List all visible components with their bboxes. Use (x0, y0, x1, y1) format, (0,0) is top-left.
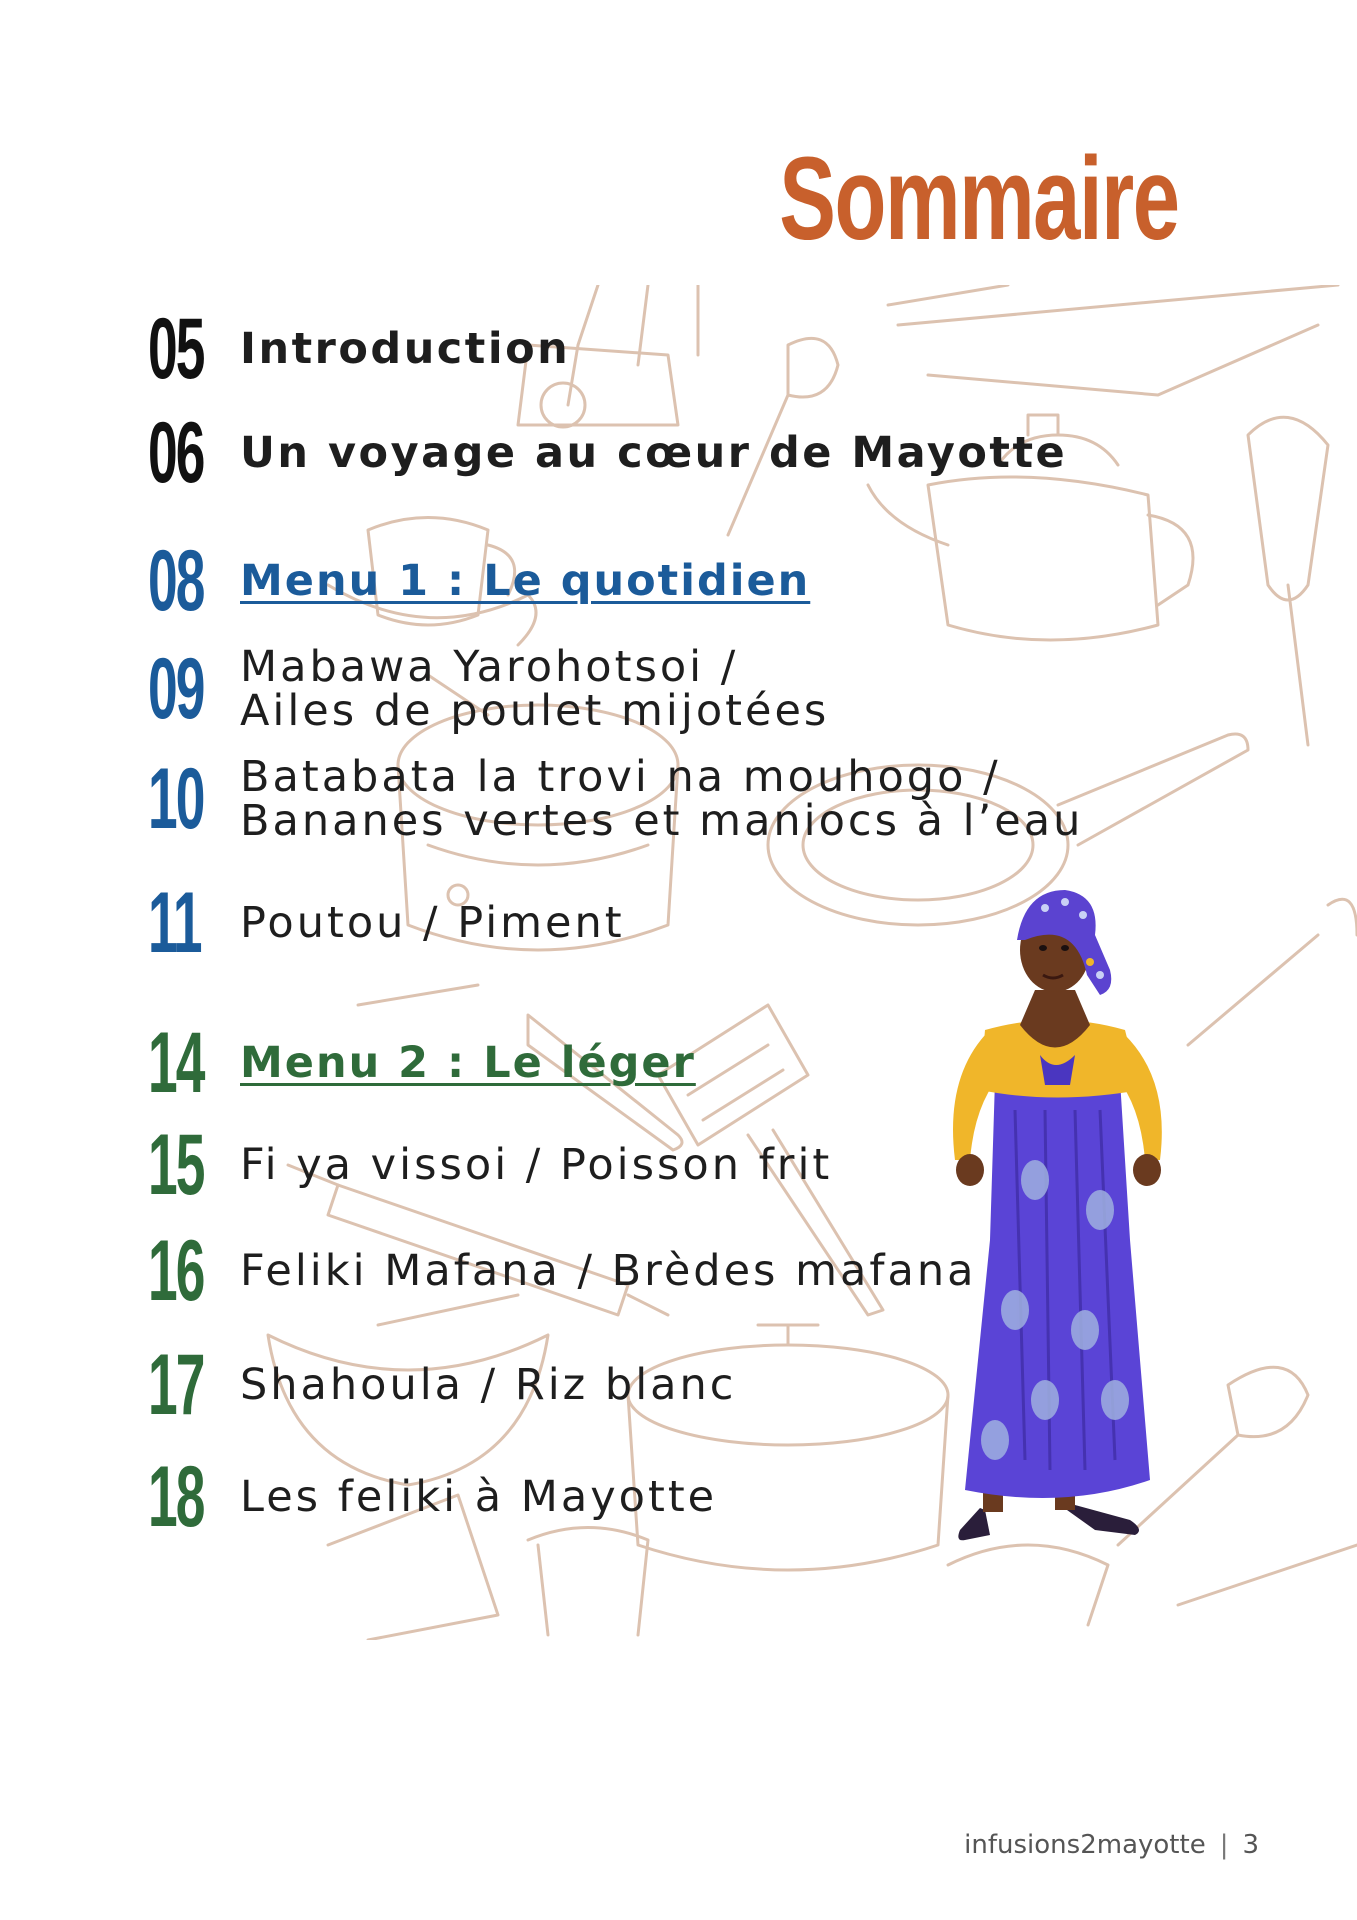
toc-page-number: 05 (148, 301, 204, 397)
footer-brand: infusions2mayotte (964, 1830, 1206, 1860)
toc-entry-label-line-2: Bananes vertes et maniocs à l’eau (240, 796, 1084, 846)
toc-page-number: 16 (148, 1223, 204, 1319)
toc-entry-poutou[interactable] (148, 875, 625, 971)
toc-entry-label: Shahoula / Riz blanc (240, 1360, 737, 1410)
toc-entry-label: Les feliki à Mayotte (240, 1472, 718, 1522)
page-footer (964, 1830, 1259, 1860)
page-number: 3 (1242, 1830, 1259, 1860)
toc-entry-menu-1[interactable] (148, 533, 811, 629)
toc-page-number: 11 (148, 875, 201, 971)
toc-page-number: 09 (148, 641, 204, 737)
page-title: Sommaire (779, 133, 1179, 265)
toc-page-number: 06 (148, 405, 204, 501)
toc-entry-mabawa[interactable] (148, 641, 830, 737)
toc-entry-label (240, 642, 830, 736)
toc-entry-feliki-mafana[interactable] (148, 1223, 977, 1319)
toc-entry-label-line-2: Ailes de poulet mijotées (240, 686, 830, 736)
toc-entry-feliki-mayotte[interactable] (148, 1449, 718, 1545)
menu-2-heading[interactable]: Menu 2 : Le léger (240, 1038, 696, 1088)
toc-entry-menu-2[interactable] (148, 1015, 696, 1111)
toc-entry-label: Poutou / Piment (240, 898, 625, 948)
toc-entry-label (240, 752, 1084, 846)
toc-entry-voyage[interactable] (148, 405, 1068, 501)
toc-entry-shahoula[interactable] (148, 1337, 737, 1433)
toc-page-number: 08 (148, 533, 204, 629)
toc-entry-introduction[interactable] (148, 301, 571, 397)
toc-entry-label: Fi ya vissoi / Poisson frit (240, 1140, 833, 1190)
toc-page-number: 10 (148, 751, 204, 847)
toc-entry-label: Feliki Mafana / Brèdes mafana (240, 1246, 977, 1296)
toc-entry-batabata[interactable] (148, 751, 1084, 847)
toc-entry-label: Introduction (240, 324, 571, 374)
toc-page-number: 14 (148, 1015, 204, 1111)
menu-1-heading[interactable]: Menu 1 : Le quotidien (240, 556, 811, 606)
toc-entry-fi-ya-vissoi[interactable] (148, 1117, 833, 1213)
toc-page-number: 15 (148, 1117, 204, 1213)
toc-entry-label-line-1: Mabawa Yarohotsoi / (240, 642, 739, 692)
toc-page-number: 17 (148, 1337, 204, 1433)
toc-page-number: 18 (148, 1449, 204, 1545)
toc-entry-label-line-1: Batabata la trovi na mouhogo / (240, 752, 1001, 802)
toc-entry-label: Un voyage au cœur de Mayotte (240, 428, 1068, 478)
footer-separator: | (1219, 1830, 1229, 1860)
woman-illustration (925, 880, 1185, 1550)
